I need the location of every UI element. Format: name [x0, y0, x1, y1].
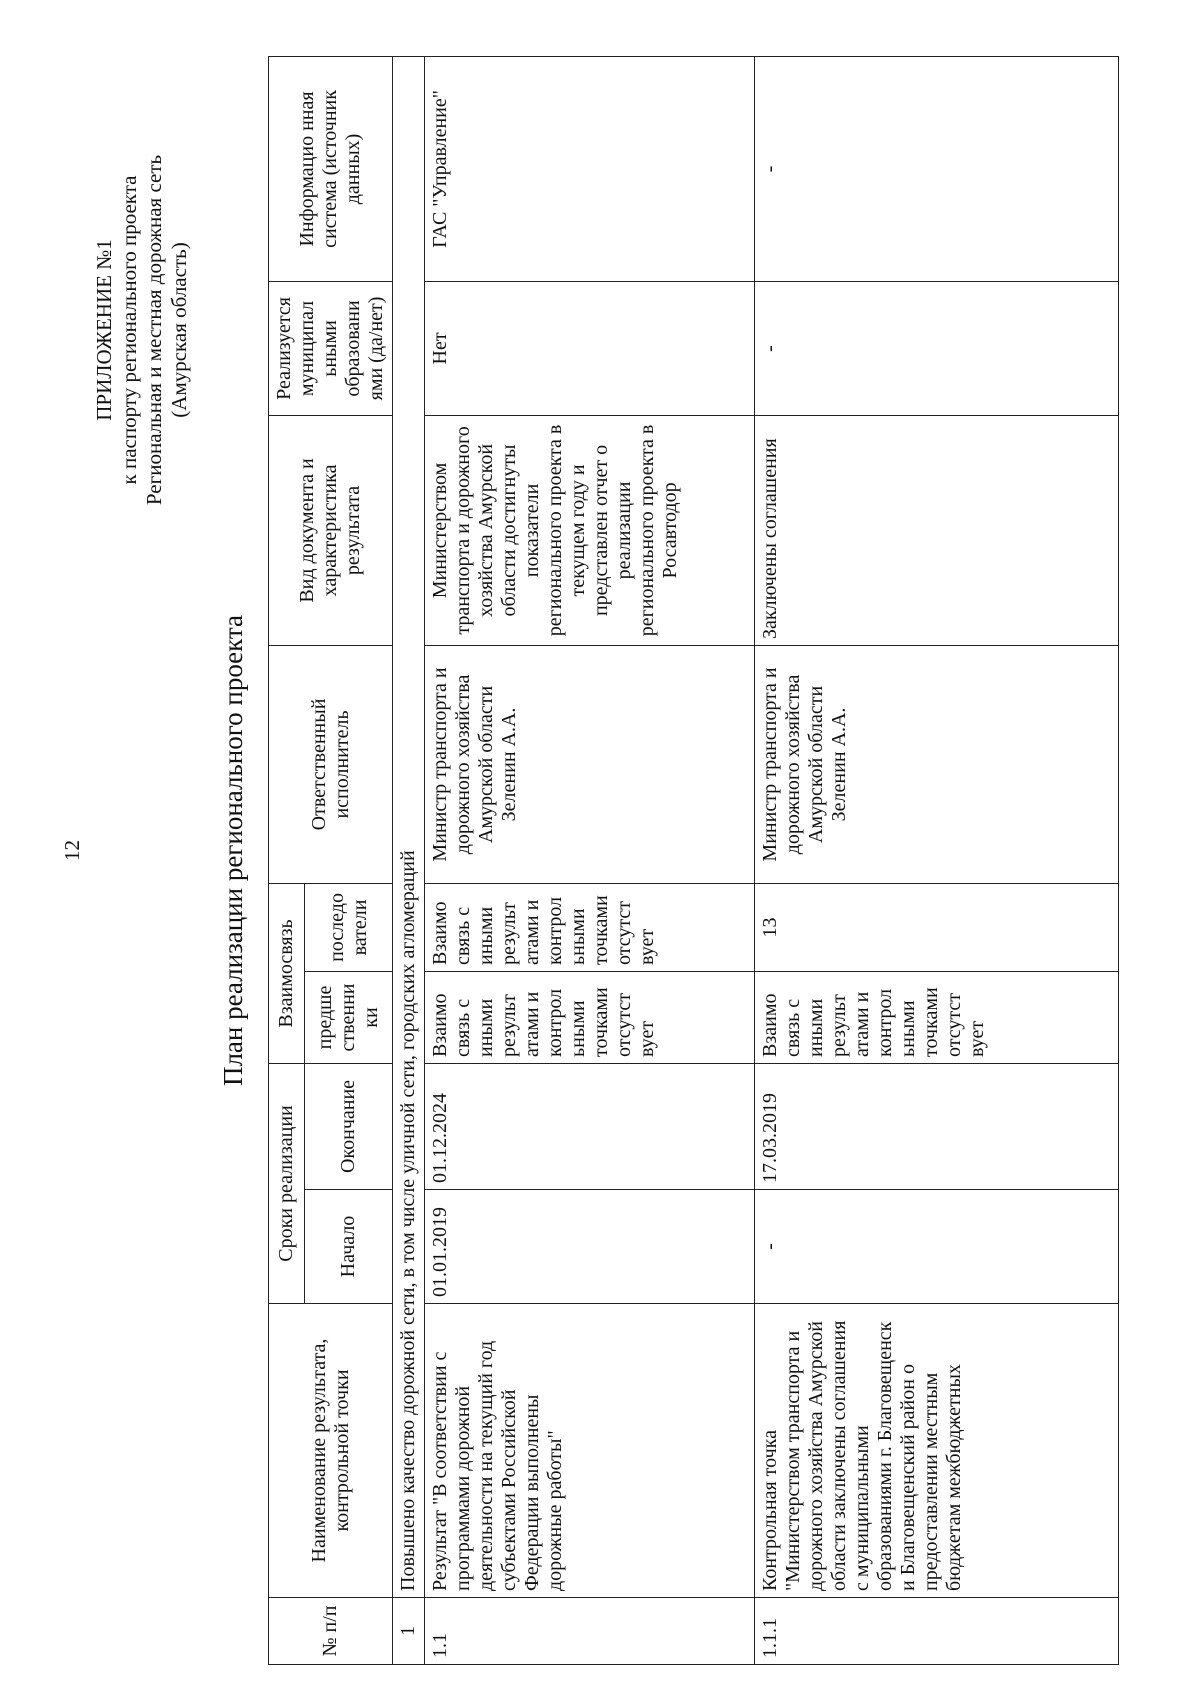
row-start: -	[755, 1190, 1119, 1304]
row-end: 17.03.2019	[755, 1063, 1119, 1189]
plan-table	[268, 56, 1119, 1665]
section-text: Повышено качество дорожной сети, в том числе уличной сети, городских агломераций	[393, 56, 425, 1597]
appendix-header	[92, 70, 192, 590]
row-document: Министерством транспорта и дорожного хозяйства Амурской области достигнуты показатели регионального проекта в текущем году и представлен отчет о реализации регионального проекта в Росавтодор	[425, 415, 755, 645]
row-municipal: Нет	[425, 281, 755, 415]
header-responsible: Ответственный исполнитель	[269, 645, 393, 883]
section-row	[393, 56, 425, 1664]
row-start: 01.01.2019	[425, 1190, 755, 1304]
appendix-title: ПРИЛОЖЕНИЕ №1	[92, 239, 116, 421]
header-name: Наименование результата, контрольной точки	[269, 1304, 393, 1598]
header-terms: Сроки реализации	[269, 1063, 305, 1303]
row-predecessors: Взаимо связь с иными результ атами и контрол ьными точками отсутст вует	[755, 971, 1119, 1063]
appendix-line-4: (Амурская область)	[167, 242, 191, 418]
header-num: № п/п	[269, 1598, 393, 1665]
row-num: 1.1.1	[755, 1598, 1119, 1665]
table-row	[425, 56, 755, 1664]
row-successors: 13	[755, 883, 1119, 971]
row-end: 01.12.2024	[425, 1063, 755, 1189]
appendix-line-2: к паспорту регионального проекта	[117, 175, 141, 485]
row-responsible: Министр транспорта и дорожного хозяйства Амурской области Зеленин А.А.	[755, 645, 1119, 883]
row-responsible: Министр транспорта и дорожного хозяйства Амурской области Зеленин А.А.	[425, 645, 755, 883]
header-document: Вид документа и характеристика результата	[269, 415, 393, 645]
row-successors: Взаимо связь с иными результ атами и контрол ьными точками отсутст вует	[425, 883, 755, 971]
header-info-system: Информацио нная система (источник данных)	[269, 56, 393, 281]
row-info-system: ГАС "Управление"	[425, 56, 755, 281]
header-row-1	[269, 56, 305, 1664]
row-predecessors: Взаимо связь с иными результ атами и контрол ьными точками отсутст вует	[425, 971, 755, 1063]
row-municipal: -	[755, 281, 1119, 415]
row-name: Результат "В соответствии с программами дорожной деятельности на текущий год субъектами Российской Федерации выполнены дорожные работы"	[425, 1304, 755, 1598]
section-num: 1	[393, 1598, 425, 1665]
table-row	[755, 56, 1119, 1664]
header-start: Начало	[305, 1190, 393, 1304]
row-name: Контрольная точка "Министерством транспорта и дорожного хозяйства Амурской области заключены соглашения с муниципальными образованиями г. Благовещенск и Благовещенский район о предоставлении местным бюджетам межбюджетных	[755, 1304, 1119, 1598]
row-num: 1.1	[425, 1598, 755, 1665]
header-end: Окончание	[305, 1063, 393, 1189]
page-number: 12	[60, 840, 84, 861]
header-predecessors: предше ственни ки	[305, 971, 393, 1063]
appendix-line-3: Региональная и местная дорожная сеть	[142, 154, 166, 506]
plan-title: План реализации регионального проекта	[218, 614, 248, 1087]
header-link: Взаимосвязь	[269, 883, 305, 1063]
row-document: Заключены соглашения	[755, 415, 1119, 645]
header-successors: последо ватели	[305, 883, 393, 971]
row-info-system: -	[755, 56, 1119, 281]
header-municipal: Реализуется муниципал ьными образовани ями (да/нет)	[269, 281, 393, 415]
